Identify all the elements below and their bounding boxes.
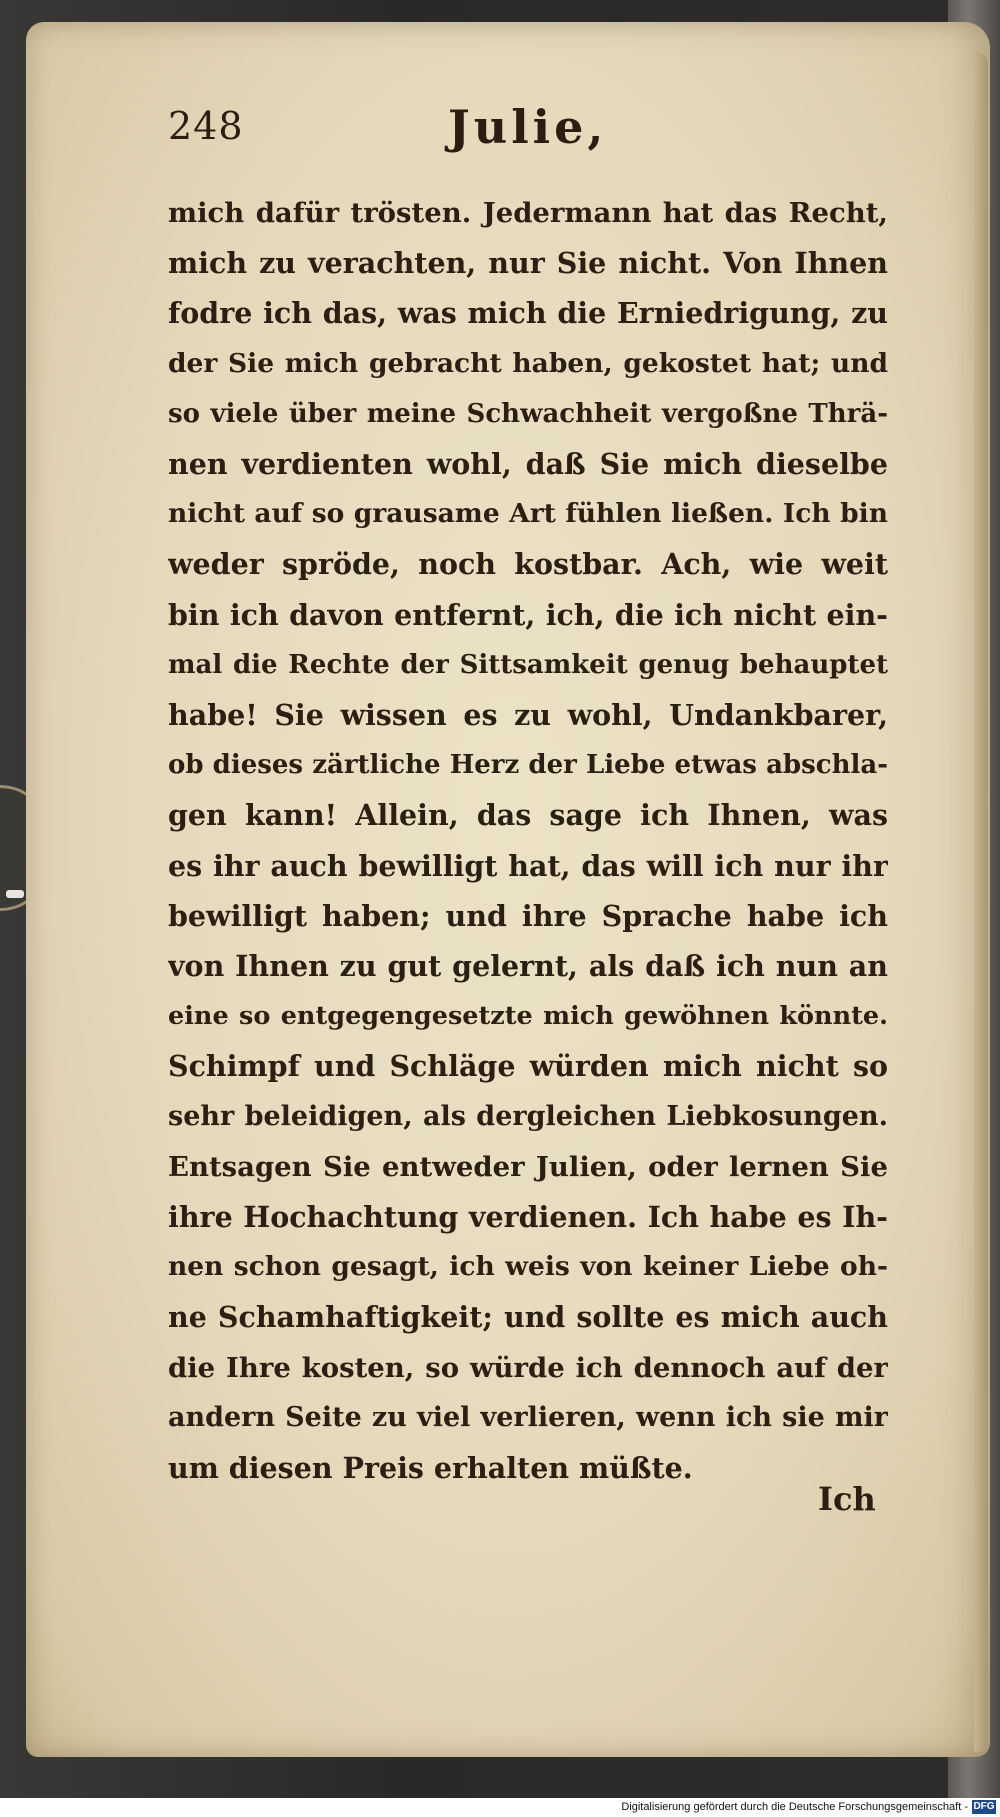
dfg-logo: DFG xyxy=(973,1801,995,1812)
text-line: von Ihnen zu gut gelernt, als daß ich nun an xyxy=(168,949,888,984)
text-line: ihre Hochachtung verdienen. Ich habe es Ih- xyxy=(168,1200,888,1235)
text-line: Schimpf und Schläge würden mich nicht so xyxy=(168,1049,888,1084)
text-line: nicht auf so grausame Art fühlen ließen. Ich bin xyxy=(168,498,888,530)
text-line: eine so entgegengesetzte mich gewöhnen könnte. xyxy=(168,1001,888,1032)
clasp-marker xyxy=(6,890,24,898)
page-header xyxy=(168,100,888,160)
catchword: Ich xyxy=(818,1480,876,1518)
running-title: Julie, xyxy=(448,100,608,154)
body-text xyxy=(168,188,888,1493)
funding-credit: Digitalisierung gefördert durch die Deutsche Forschungsgemeinschaft - xyxy=(621,1801,968,1813)
text-line: andern Seite zu viel verlieren, wenn ich sie mir xyxy=(168,1401,888,1433)
text-line: fodre ich das, was mich die Erniedrigung, zu xyxy=(168,296,888,331)
text-line: sehr beleidigen, als dergleichen Liebkosungen. xyxy=(168,1100,888,1132)
text-line: nen verdienten wohl, daß Sie mich dieselbe xyxy=(168,447,888,482)
text-line: um diesen Preis erhalten müßte. xyxy=(168,1451,693,1486)
text-line: die Ihre kosten, so würde ich dennoch auf der xyxy=(168,1351,888,1384)
text-line: Entsagen Sie entweder Julien, oder lernen Sie xyxy=(168,1150,888,1183)
text-line: weder spröde, noch kostbar. Ach, wie weit xyxy=(168,547,888,582)
text-line: nen schon gesagt, ich weis von keiner Liebe oh- xyxy=(168,1251,888,1283)
digitization-footer xyxy=(0,1798,1000,1817)
text-line: so viele über meine Schwachheit vergoßne Thrä- xyxy=(168,398,888,429)
text-line: gen kann! Allein, das sage ich Ihnen, was xyxy=(168,798,888,833)
text-line: es ihr auch bewilligt hat, das will ich nur ihr xyxy=(168,848,888,883)
text-line: bin ich davon entfernt, ich, die ich nicht ein- xyxy=(168,597,888,632)
text-line: bewilligt haben; und ihre Sprache habe ich xyxy=(168,898,888,933)
text-line: ob dieses zärtliche Herz der Liebe etwas abschla- xyxy=(168,750,888,781)
text-line: der Sie mich gebracht haben, gekostet hat; und xyxy=(168,347,888,379)
page-number: 248 xyxy=(168,104,244,148)
page-edge xyxy=(974,52,988,1752)
text-line: habe! Sie wissen es zu wohl, Undankbarer, xyxy=(168,698,888,733)
text-line: mich dafür trösten. Jedermann hat das Recht, xyxy=(168,197,888,229)
text-line: ne Schamhaftigkeit; und sollte es mich auch xyxy=(168,1300,888,1335)
text-line: mal die Rechte der Sittsamkeit genug behauptet xyxy=(168,649,888,680)
text-line: mich zu verachten, nur Sie nicht. Von Ihnen xyxy=(168,246,888,281)
